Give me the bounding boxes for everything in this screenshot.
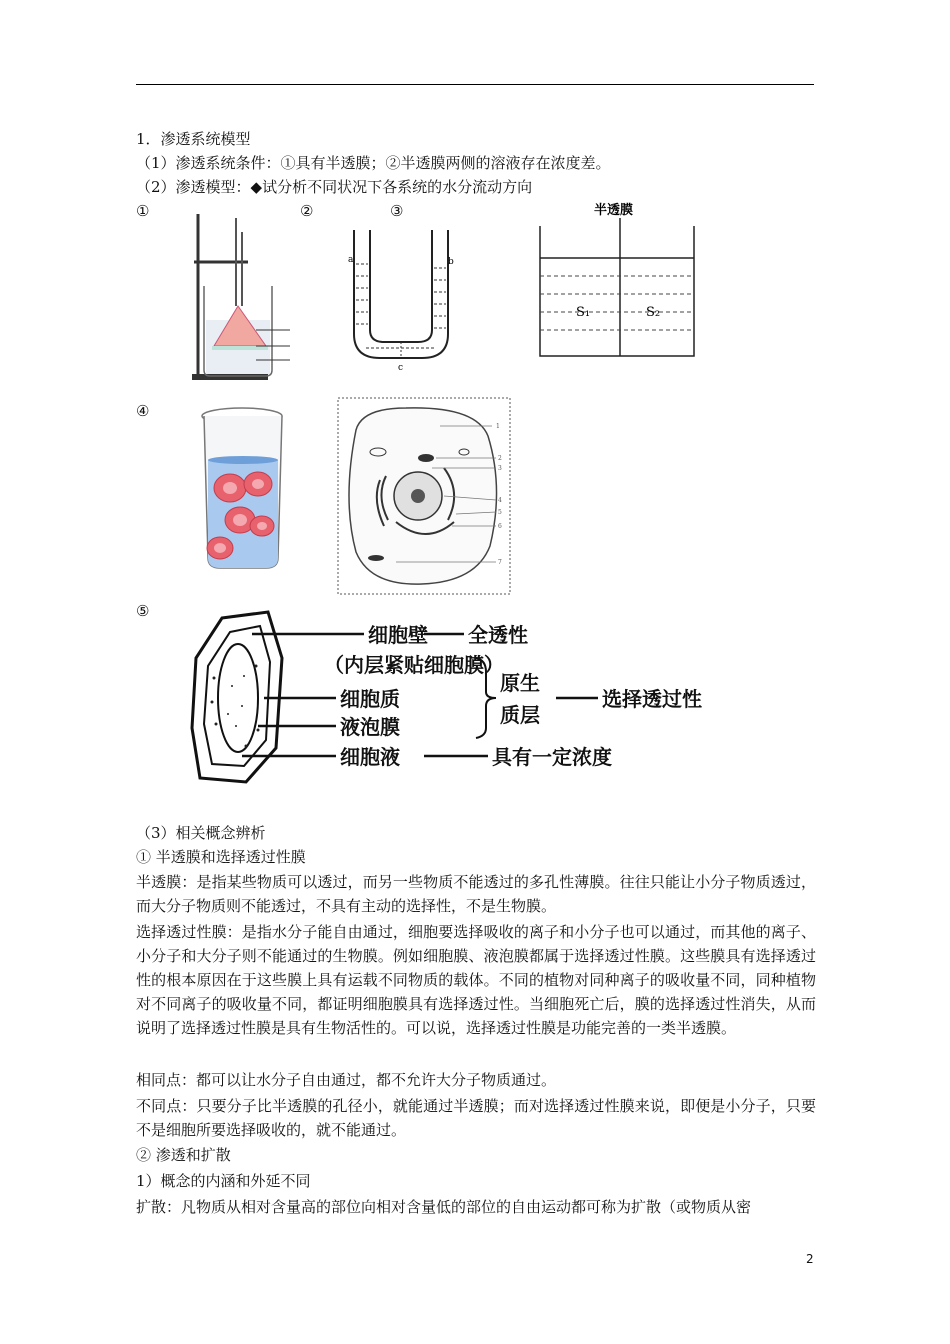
- diffusion-paragraph: 扩散：凡物质从相对含量高的部位向相对含量低的部位的自由运动都可称为扩散（或物质从密: [136, 1198, 752, 1216]
- section-heading: 1．渗透系统模型: [136, 130, 251, 148]
- u-tube-label-c: c: [398, 363, 404, 373]
- label-fully-permeable: 全透性: [468, 623, 528, 647]
- marker-5: ⑤: [136, 602, 150, 620]
- cell-label-2: 2: [498, 455, 502, 462]
- section-3-heading: （3）相关概念辨析: [136, 824, 266, 842]
- subsection-2-heading: ② 渗透和扩散: [136, 1146, 231, 1164]
- cell-label-1: 1: [496, 423, 500, 430]
- osmosis-model: （2）渗透模型：◆试分析不同状况下各系统的水分流动方向: [136, 178, 533, 196]
- marker-2: ②: [300, 202, 314, 220]
- u-tube-label-a: a: [348, 255, 354, 265]
- subsection-2-1-heading: 1）概念的内涵和外延不同: [136, 1172, 311, 1190]
- membrane-container-figure: [534, 196, 700, 362]
- marker-3: ③: [390, 202, 404, 220]
- funnel-apparatus-figure: [186, 210, 296, 382]
- label-cell-wall: 细胞壁: [368, 623, 428, 647]
- red-blood-cell-beaker-figure: [196, 402, 296, 572]
- page-number: 2: [806, 1252, 814, 1266]
- label-s1: S₁: [576, 305, 591, 320]
- label-s2: S₂: [646, 305, 661, 320]
- similarities-paragraph: 相同点：都可以让水分子自由通过，都不允许大分子物质通过。: [136, 1071, 557, 1089]
- plant-cell-figure: [186, 606, 702, 788]
- marker-4: ④: [136, 402, 150, 420]
- label-selective-permeability: 选择透过性: [602, 687, 702, 711]
- differences-paragraph: 不同点：只要分子比半透膜的孔径小，就能通过半透膜；而对选择透过性膜来说，即便是小分子，只要不是细胞所要选择吸收的，就不能通过。: [136, 1097, 816, 1139]
- label-cell-sap: 细胞液: [340, 745, 400, 769]
- u-tube-label-b: b: [448, 257, 454, 267]
- label-inner-layer: （内层紧贴细胞膜）: [324, 653, 504, 677]
- osmosis-conditions: （1）渗透系统条件：①具有半透膜；②半透膜两侧的溶液存在浓度差。: [136, 154, 611, 172]
- label-vacuole-membrane: 液泡膜: [340, 715, 400, 739]
- label-protoplast-2: 质层: [500, 703, 540, 727]
- label-protoplast-1: 原生: [500, 671, 540, 695]
- semipermeable-membrane-paragraph: 半透膜：是指某些物质可以透过，而另一些物质不能透过的多孔性薄膜。往往只能让小分子物质透过，而大分子物质则不能透过，不具有主动的选择性，不是生物膜。: [136, 873, 816, 915]
- cell-label-6: 6: [498, 523, 502, 530]
- membrane-title: 半透膜: [594, 203, 634, 218]
- subsection-1-heading: ① 半透膜和选择透过性膜: [136, 848, 306, 866]
- cell-label-3: 3: [498, 465, 502, 472]
- marker-1: ①: [136, 202, 150, 220]
- u-tube-figure: [344, 224, 460, 372]
- animal-cell-figure: [336, 396, 512, 596]
- label-certain-concentration: 具有一定浓度: [492, 745, 612, 769]
- selective-membrane-paragraph: 选择透过性膜：是指水分子能自由通过，细胞要选择吸收的离子和小分子也可以通过，而其他的离子、小分子和大分子则不能通过的生物膜。例如细胞膜、液泡膜都属于选择透过性膜。这些膜具有选择透过性的根本原因在于这些膜上具有运载不同物质的载体。不同的植物对同种离子的吸收量不同，同种植物对不同离子的吸收量不同，都证明细胞膜具有选择透过性。当细胞死亡后，膜的选择透过性消失，从而说明了选择透过性膜是具有生物活性的。可以说，选择透过性膜是功能完善的一类半透膜。: [136, 923, 816, 1037]
- label-cytoplasm: 细胞质: [340, 687, 400, 711]
- cell-label-5: 5: [498, 509, 502, 516]
- cell-label-4: 4: [498, 497, 502, 504]
- header-rule: [136, 84, 814, 85]
- cell-label-7: 7: [498, 559, 502, 566]
